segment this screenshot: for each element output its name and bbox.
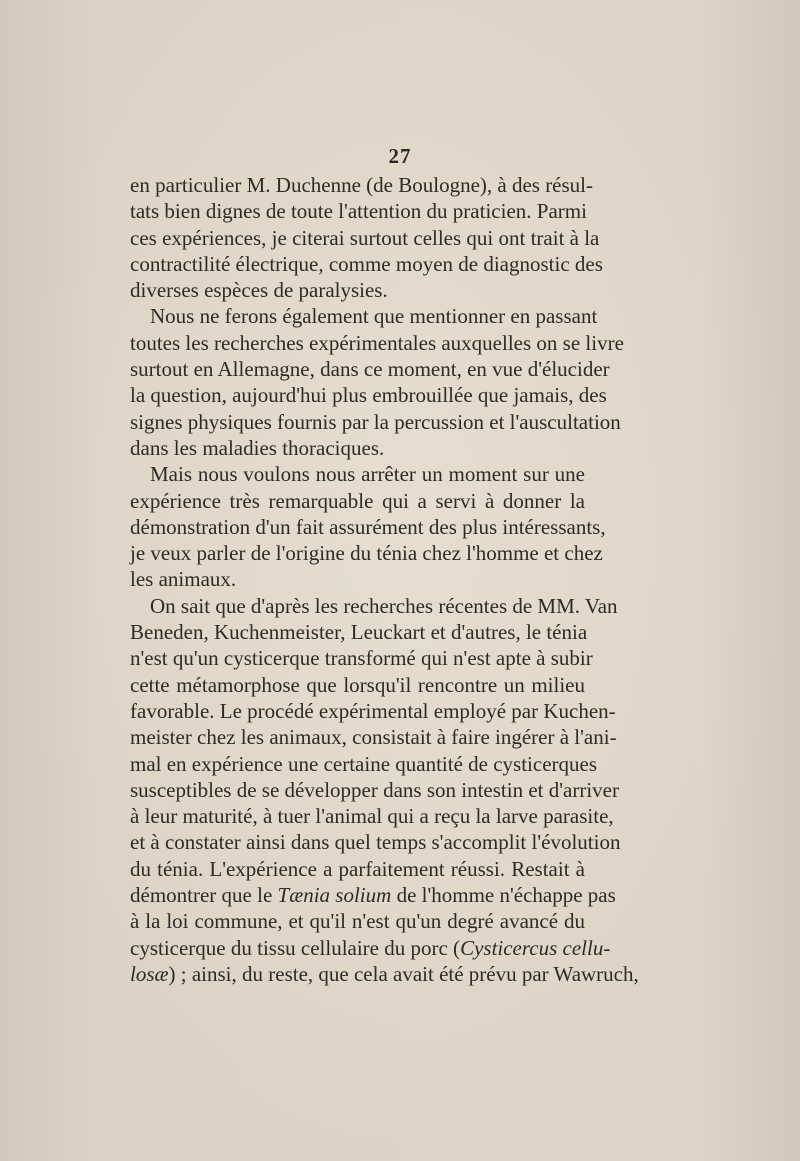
text-line-with-italic bbox=[130, 961, 639, 987]
text-line: ces expériences, je citerai surtout celles qui ont trait à la bbox=[130, 225, 600, 250]
text-line: susceptibles de se développer dans son intestin et d'arriver bbox=[130, 777, 619, 802]
text-line: meister chez les animaux, consistait à faire ingérer à l'ani- bbox=[130, 725, 617, 750]
italic-species-name: Cysticercus cellu- bbox=[460, 935, 611, 960]
italic-species-name: losæ bbox=[130, 961, 169, 986]
text-line: à leur maturité, à tuer l'animal qui a reçu la larve parasite, bbox=[130, 804, 614, 829]
text-line: du ténia. L'expérience a parfaitement réussi. Restait à bbox=[130, 856, 585, 881]
text-line-with-italic bbox=[130, 882, 616, 908]
text-line: Nous ne ferons également que mentionner en passant bbox=[150, 304, 598, 329]
paragraph bbox=[130, 172, 603, 303]
body-text bbox=[130, 172, 639, 987]
text-line: à la loi commune, et qu'il n'est qu'un degré avancé du bbox=[130, 909, 585, 934]
text-segment: cysticerque du tissu cellulaire du porc ( bbox=[130, 935, 461, 960]
text-line: en particulier M. Duchenne (de Boulogne), à des résul- bbox=[130, 173, 594, 197]
text-line: surtout en Allemagne, dans ce moment, en vue d'élucider bbox=[130, 357, 610, 382]
text-line: contractilité électrique, comme moyen de diagnostic des bbox=[130, 251, 603, 276]
text-line: tats bien dignes de toute l'attention du praticien. Parmi bbox=[130, 199, 587, 224]
paragraph bbox=[130, 593, 639, 987]
text-line: les animaux. bbox=[130, 567, 237, 592]
text-line: et à constater ainsi dans quel temps s'accomplit l'évolution bbox=[130, 830, 621, 855]
text-line: je veux parler de l'origine du ténia chez l'homme et chez bbox=[130, 541, 603, 566]
text-line: expérience très remarquable qui a servi à donner la bbox=[130, 488, 585, 513]
text-line: démonstration d'un fait assurément des plus intéressants, bbox=[130, 514, 606, 539]
text-line: cette métamorphose que lorsqu'il rencontre un milieu bbox=[130, 672, 585, 697]
text-line: Mais nous voulons nous arrêter un moment sur une bbox=[150, 462, 585, 487]
paragraph bbox=[130, 461, 606, 592]
text-line: Beneden, Kuchenmeister, Leuckart et d'autres, le ténia bbox=[130, 620, 588, 645]
text-line: On sait que d'après les recherches récentes de MM. Van bbox=[150, 593, 618, 618]
page-number: 27 bbox=[388, 144, 412, 168]
text-line-with-italic bbox=[130, 935, 611, 961]
text-line: la question, aujourd'hui plus embrouillée que jamais, des bbox=[130, 383, 607, 408]
text-segment: démontrer que le bbox=[130, 883, 278, 908]
text-line: diverses espèces de paralysies. bbox=[130, 278, 388, 303]
text-line: signes physiques fournis par la percussion et l'auscultation bbox=[130, 409, 621, 434]
text-line: n'est qu'un cysticerque transformé qui n'est apte à subir bbox=[130, 646, 593, 671]
text-line: favorable. Le procédé expérimental employé par Kuchen- bbox=[130, 698, 616, 723]
text-line: toutes les recherches expérimentales auxquelles on se livre bbox=[130, 330, 624, 355]
text-line: dans les maladies thoraciques. bbox=[130, 435, 385, 460]
italic-species-name: Tænia solium bbox=[277, 883, 392, 908]
text-segment: de l'homme n'échappe pas bbox=[391, 883, 616, 908]
paragraph bbox=[130, 303, 624, 461]
text-line: mal en expérience une certaine quantité de cysticerques bbox=[130, 751, 598, 776]
text-segment: ) ; ainsi, du reste, que cela avait été prévu par Wawruch, bbox=[168, 961, 639, 986]
